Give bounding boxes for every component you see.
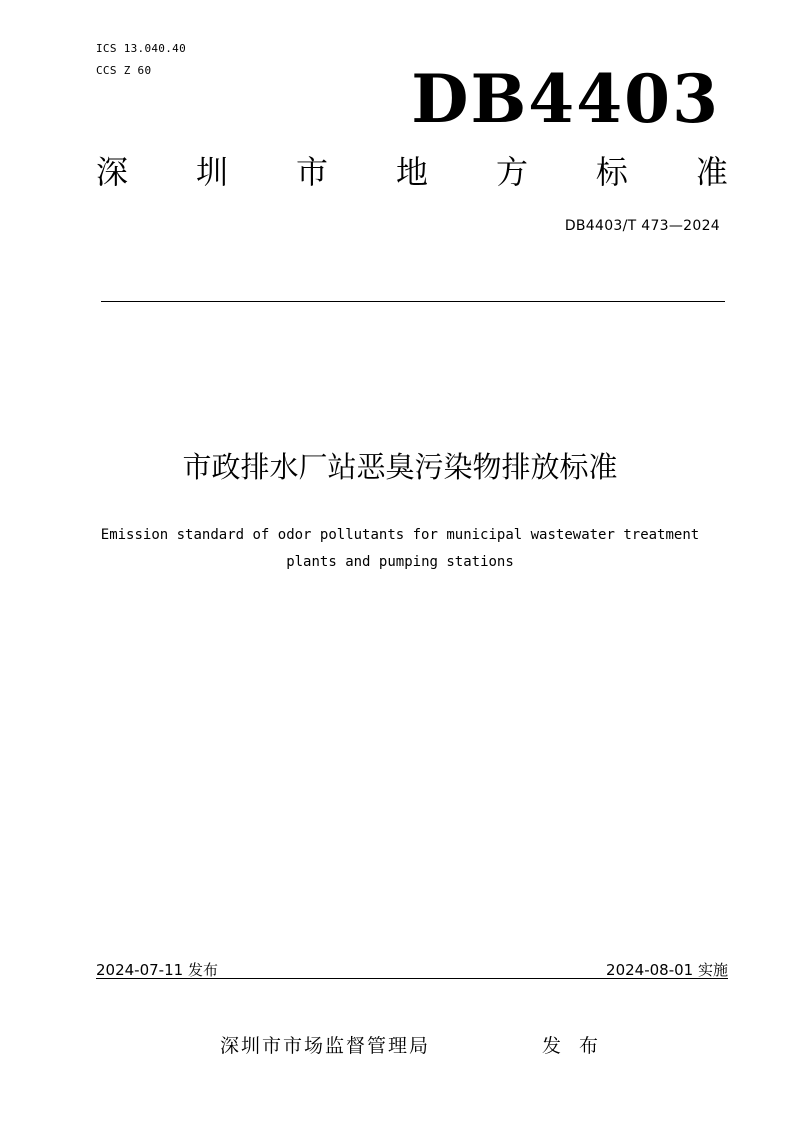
english-title [60, 522, 740, 576]
local-standard-char: 圳 [195, 153, 228, 191]
english-title-line: plants and pumping stations [286, 554, 514, 570]
local-standard-char: 深 [96, 153, 129, 191]
local-standard-char: 地 [395, 153, 428, 191]
chinese-title: 市政排水厂站恶臭污染物排放标准 [182, 450, 618, 484]
db-code-large: DB4403 [411, 60, 720, 138]
issuing-authority: 深圳市市场监督管理局 [220, 1035, 431, 1057]
english-title-line: Emission standard of odor pollutants for municipal wastewater treatment [100, 527, 700, 543]
top-divider [101, 301, 725, 302]
local-standard-char: 准 [695, 153, 728, 191]
local-standard-char: 方 [495, 153, 528, 191]
ccs-code: CCS Z 60 [96, 64, 152, 77]
local-standard-heading [96, 153, 728, 191]
ics-code: ICS 13.040.40 [96, 42, 186, 55]
implementation-date: 2024-08-01 实施 [606, 961, 728, 979]
issue-label: 发 布 [542, 1035, 605, 1057]
local-standard-char: 市 [295, 153, 328, 191]
bottom-divider [96, 978, 728, 979]
standard-number: DB4403/T 473—2024 [564, 218, 720, 234]
local-standard-char: 标 [595, 153, 628, 191]
issue-date: 2024-07-11 发布 [96, 961, 218, 979]
